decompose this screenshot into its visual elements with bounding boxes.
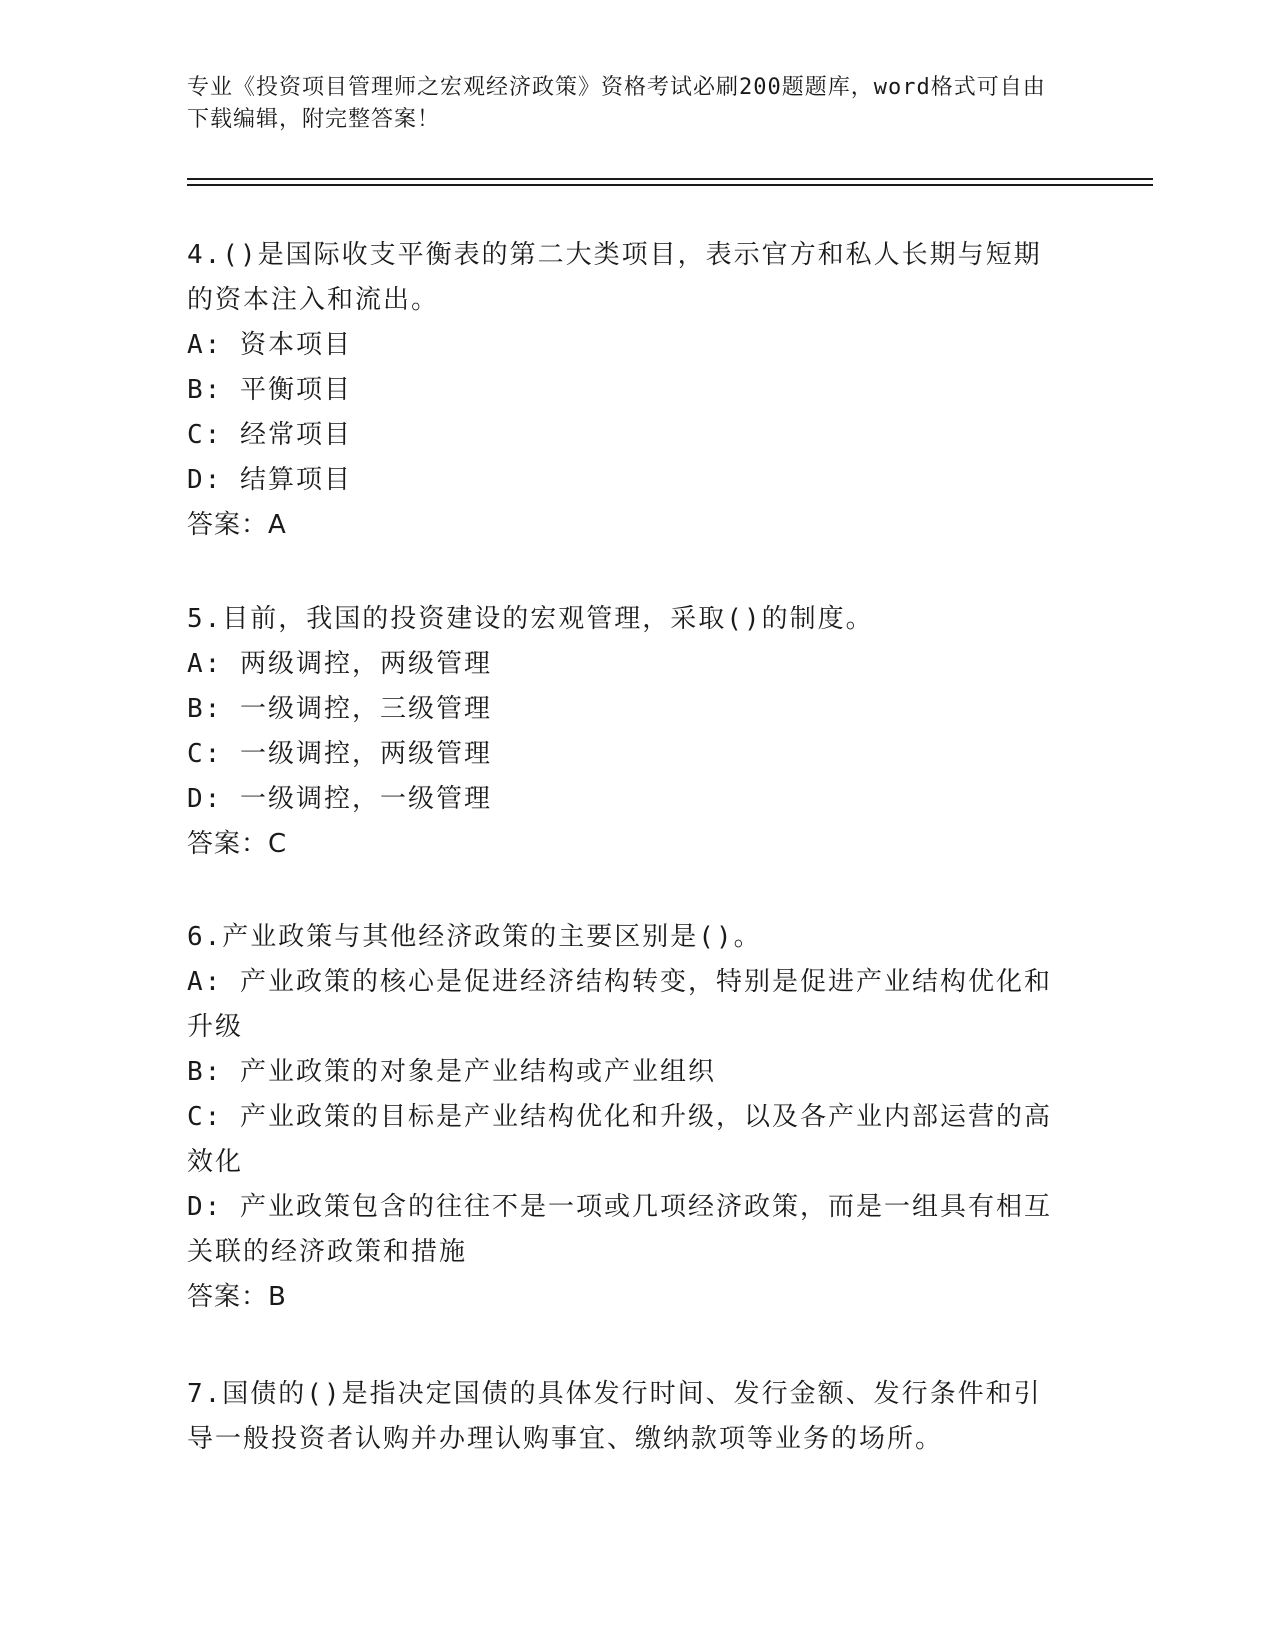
option-b: B: 平衡项目 <box>187 375 352 405</box>
question-stem: 5.目前，我国的投资建设的宏观管理，采取()的制度。 <box>187 604 874 634</box>
question-6 <box>187 915 1067 1320</box>
option-d: D: 一级调控，一级管理 <box>187 784 492 814</box>
document-header <box>187 72 1067 136</box>
header-divider-top <box>187 178 1153 180</box>
question-4 <box>187 233 1067 548</box>
header-divider-bottom <box>187 184 1153 186</box>
question-5 <box>187 597 1067 867</box>
question-stem: 4.()是国际收支平衡表的第二大类项目，表示官方和私人长期与短期的资本注入和流出。 <box>187 240 1042 315</box>
question-stem: 7.国债的()是指决定国债的具体发行时间、发行金额、发行条件和引导一般投资者认购并办理认购事宜、缴纳款项等业务的场所。 <box>187 1379 1042 1454</box>
option-c: C: 经常项目 <box>187 420 352 450</box>
option-a: A: 产业政策的核心是促进经济结构转变，特别是促进产业结构优化和升级 <box>187 967 1052 1042</box>
question-stem: 6.产业政策与其他经济政策的主要区别是()。 <box>187 922 762 952</box>
option-b: B: 产业政策的对象是产业结构或产业组织 <box>187 1057 716 1087</box>
answer-line: 答案：A <box>187 510 287 540</box>
option-c: C: 产业政策的目标是产业结构优化和升级，以及各产业内部运营的高效化 <box>187 1102 1052 1177</box>
question-7 <box>187 1372 1067 1462</box>
answer-line: 答案：B <box>187 1282 287 1312</box>
answer-line: 答案：C <box>187 829 288 859</box>
option-a: A: 资本项目 <box>187 330 352 360</box>
option-d: D: 结算项目 <box>187 465 352 495</box>
option-d: D: 产业政策包含的往往不是一项或几项经济政策，而是一组具有相互关联的经济政策和措施 <box>187 1192 1052 1267</box>
option-b: B: 一级调控，三级管理 <box>187 694 492 724</box>
header-text: 专业《投资项目管理师之宏观经济政策》资格考试必刷200题题库，word格式可自由下载编辑，附完整答案！ <box>187 75 1046 132</box>
option-c: C: 一级调控，两级管理 <box>187 739 492 769</box>
option-a: A: 两级调控，两级管理 <box>187 649 492 679</box>
